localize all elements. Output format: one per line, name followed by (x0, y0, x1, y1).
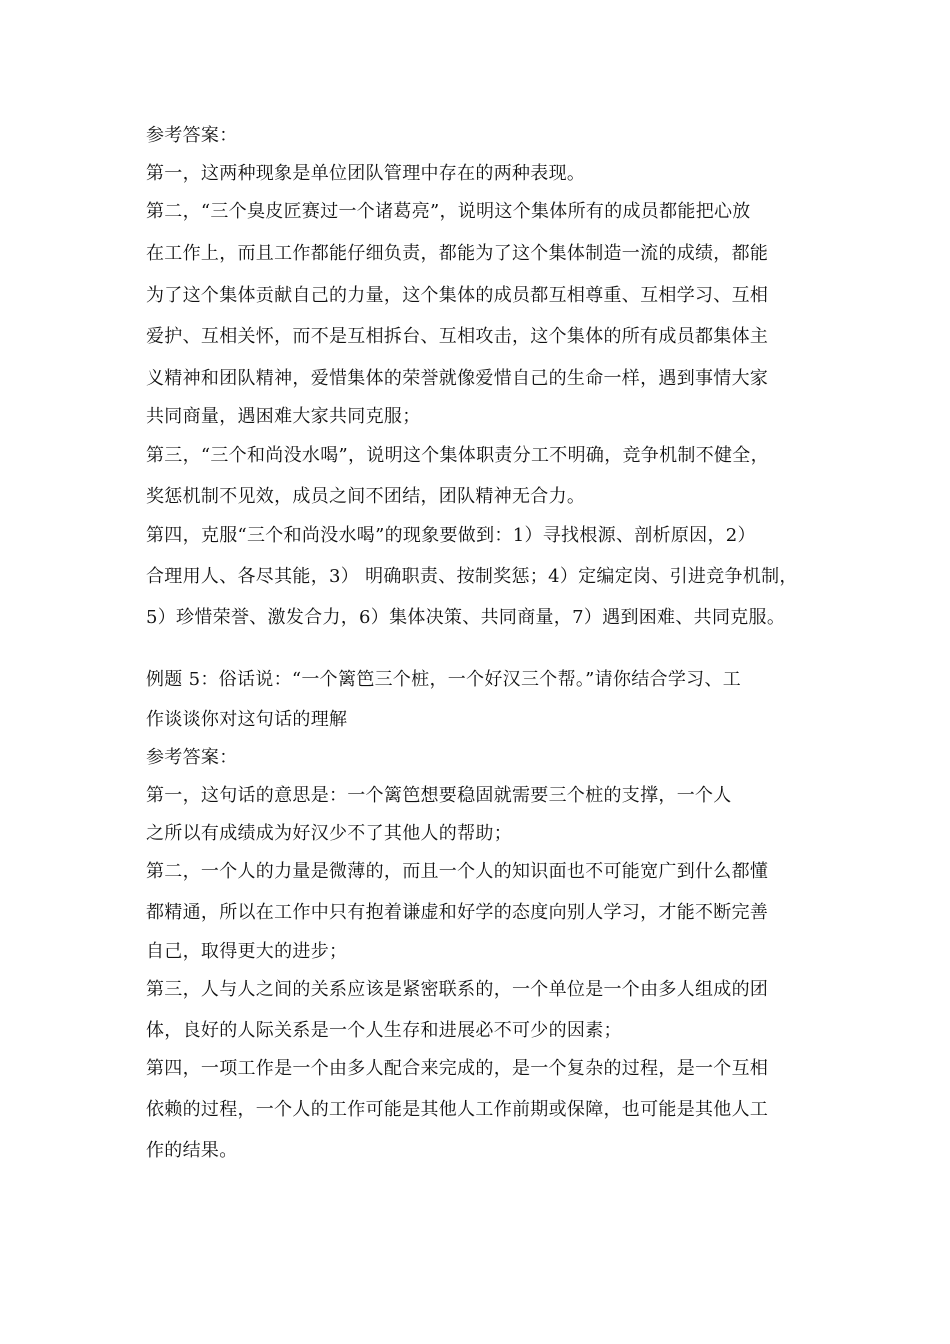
answer-line: 之所以有成绩成为好汉少不了其他人的帮助； (146, 823, 512, 844)
answer-line: 第二，“三个臭皮匠赛过一个诸葛亮”，说明这个集体所有的成员都能把心放 (146, 201, 751, 222)
answer-line: 爱护、互相关怀，而不是互相拆台、互相攻击，这个集体的所有成员都集体主 (146, 326, 769, 347)
answer-line: 5）珍惜荣誉、激发合力，6）集体决策、共同商量，7）遇到困难、共同克服。 (146, 607, 786, 628)
answer-line: 第二，一个人的力量是微薄的，而且一个人的知识面也不可能宽广到什么都懂 (146, 861, 769, 882)
answer-line: 义精神和团队精神，爱惜集体的荣誉就像爱惜自己的生命一样，遇到事情大家 (146, 368, 769, 389)
answer-line: 奖惩机制不见效，成员之间不团结，团队精神无合力。 (146, 486, 586, 507)
question-line: 例题 5：俗话说：“一个篱笆三个桩，一个好汉三个帮。”请你结合学习、工 (146, 669, 742, 690)
answer-line: 自己，取得更大的进步； (146, 941, 348, 962)
answer-line: 第一，这句话的意思是：一个篱笆想要稳固就需要三个桩的支撑，一个人 (146, 785, 732, 806)
answer-heading: 参考答案： (146, 125, 238, 146)
answer-line: 第三，人与人之间的关系应该是紧密联系的，一个单位是一个由多人组成的团 (146, 979, 769, 1000)
answer-line: 第四，一项工作是一个由多人配合来完成的，是一个复杂的过程，是一个互相 (146, 1058, 769, 1079)
answer-line: 合理用人、各尽其能，3） 明确职责、按制奖惩；4）定编定岗、引进竞争机制， (146, 566, 798, 587)
answer-line: 体，良好的人际关系是一个人生存和进展必不可少的因素； (146, 1020, 622, 1041)
answer-line: 共同商量，遇困难大家共同克服； (146, 406, 421, 427)
answer-line: 第四，克服“三个和尚没水喝”的现象要做到：1）寻找根源、剖析原因，2） (146, 525, 756, 546)
answer-line: 依赖的过程，一个人的工作可能是其他人工作前期或保障，也可能是其他人工 (146, 1099, 769, 1120)
answer-line: 都精通，所以在工作中只有抱着谦虚和好学的态度向别人学习，才能不断完善 (146, 902, 769, 923)
question-line: 作谈谈你对这句话的理解 (146, 709, 348, 730)
answer-line: 第一，这两种现象是单位团队管理中存在的两种表现。 (146, 163, 586, 184)
answer-heading: 参考答案： (146, 747, 238, 768)
answer-line: 第三，“三个和尚没水喝”，说明这个集体职责分工不明确，竞争机制不健全， (146, 445, 769, 466)
answer-line: 作的结果。 (146, 1140, 238, 1161)
answer-line: 在工作上，而且工作都能仔细负责，都能为了这个集体制造一流的成绩，都能 (146, 243, 769, 264)
answer-line: 为了这个集体贡献自己的力量，这个集体的成员都互相尊重、互相学习、互相 (146, 285, 769, 306)
